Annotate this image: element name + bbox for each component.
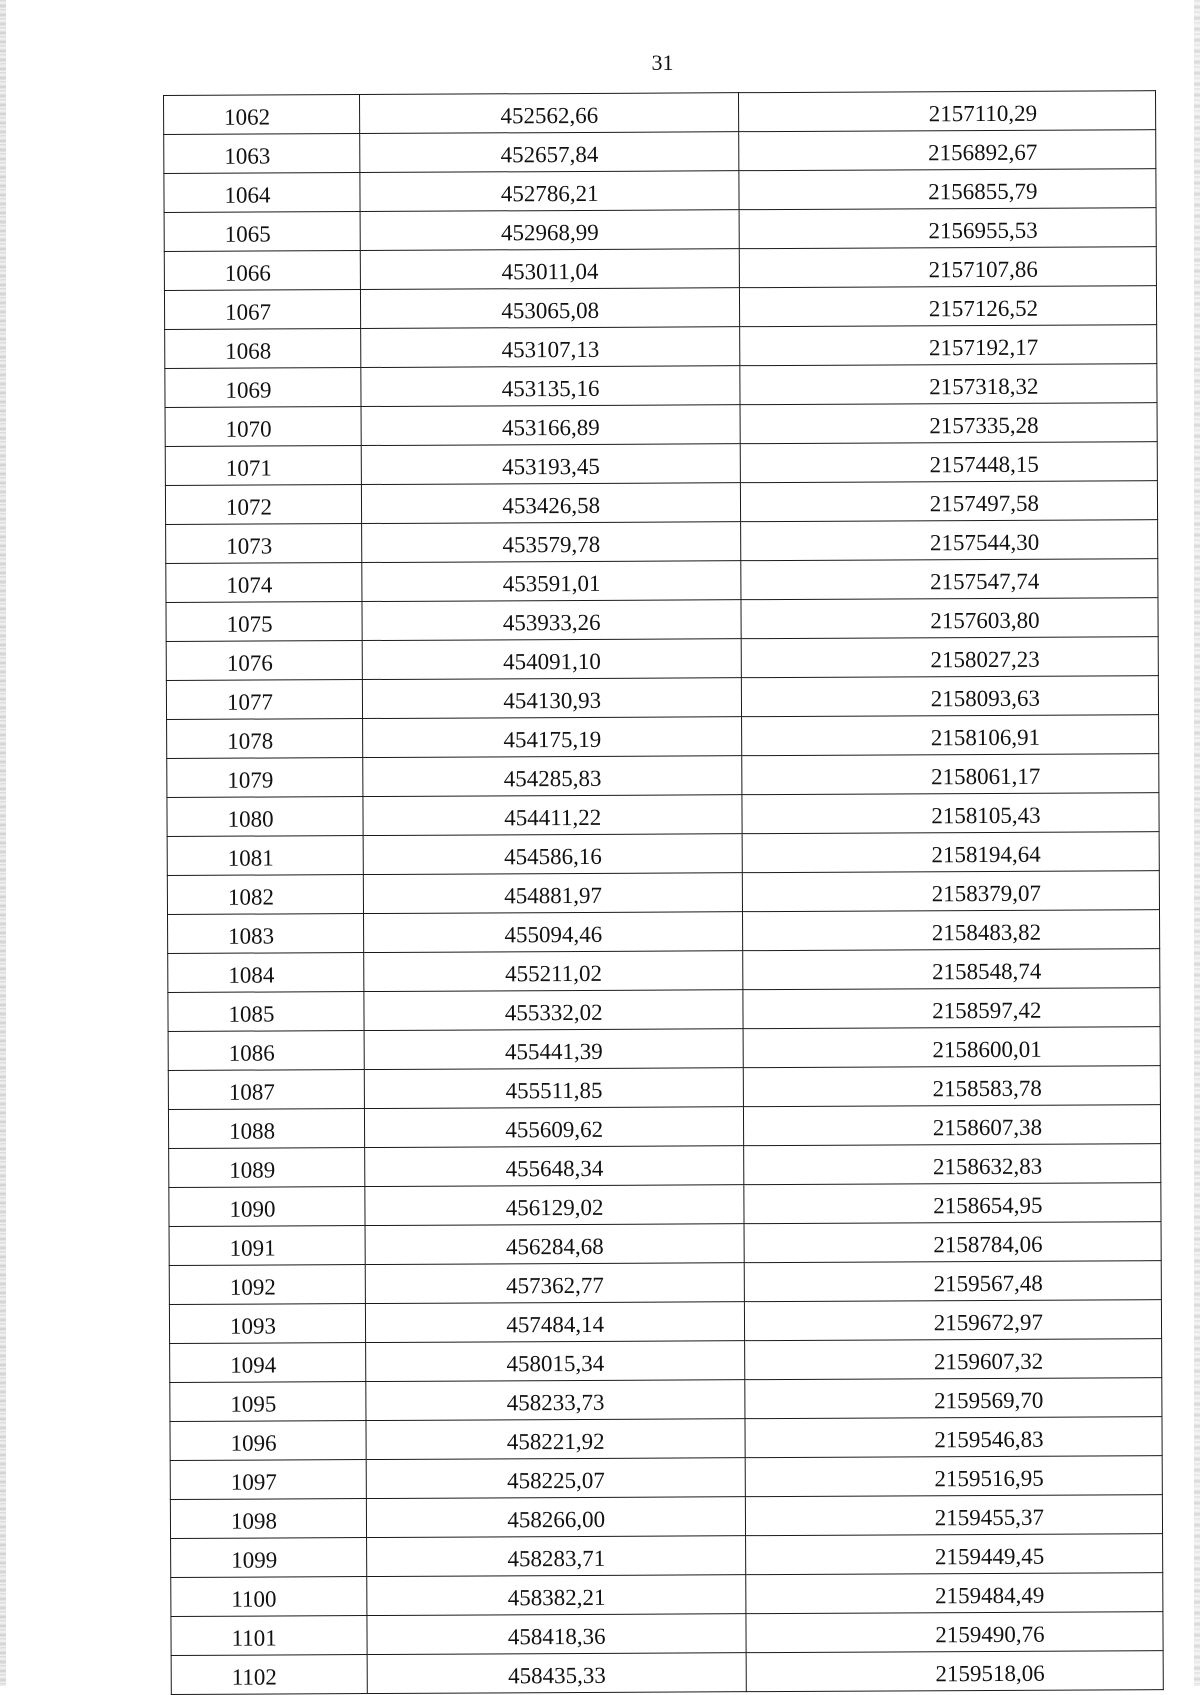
table-row [170, 1456, 1162, 1500]
y-coordinate-cell: 2159449,45 [746, 1534, 1163, 1575]
y-coordinate-cell: 2159484,49 [746, 1573, 1163, 1614]
point-number-cell: 1091 [169, 1226, 365, 1266]
x-coordinate-cell: 458266,00 [366, 1497, 746, 1538]
table-row [164, 208, 1156, 252]
point-number-cell: 1094 [170, 1343, 366, 1383]
y-coordinate-cell: 2158105,43 [742, 793, 1159, 834]
scan-edge-right [1194, 0, 1200, 1686]
coordinates-table [163, 90, 1164, 1695]
coordinates-table-body [164, 91, 1164, 1695]
point-number-cell: 1101 [171, 1616, 367, 1656]
x-coordinate-cell: 458225,07 [366, 1458, 746, 1499]
x-coordinate-cell: 453579,78 [362, 522, 742, 563]
y-coordinate-cell: 2158483,82 [743, 910, 1160, 951]
y-coordinate-cell: 2157547,74 [741, 559, 1158, 600]
x-coordinate-cell: 452968,99 [360, 210, 740, 251]
y-coordinate-cell: 2156855,79 [739, 169, 1156, 210]
y-coordinate-cell: 2157544,30 [741, 520, 1158, 561]
table-row [164, 130, 1156, 174]
table-row [168, 1027, 1160, 1071]
x-coordinate-cell: 452786,21 [360, 171, 740, 212]
x-coordinate-cell: 456284,68 [365, 1224, 745, 1265]
y-coordinate-cell: 2159490,76 [746, 1612, 1163, 1653]
table-row [171, 1534, 1163, 1578]
x-coordinate-cell: 453065,08 [360, 288, 740, 329]
y-coordinate-cell: 2158597,42 [743, 988, 1160, 1029]
table-row [164, 247, 1156, 291]
point-number-cell: 1089 [169, 1148, 365, 1188]
x-coordinate-cell: 454881,97 [363, 873, 743, 914]
point-number-cell: 1087 [168, 1070, 364, 1110]
y-coordinate-cell: 2159672,97 [745, 1300, 1162, 1341]
x-coordinate-cell: 453107,13 [361, 327, 741, 368]
point-number-cell: 1073 [166, 524, 362, 564]
y-coordinate-cell: 2159607,32 [745, 1339, 1162, 1380]
point-number-cell: 1067 [164, 290, 360, 330]
y-coordinate-cell: 2156892,67 [739, 130, 1156, 171]
table-row [168, 1105, 1160, 1149]
x-coordinate-cell: 458283,71 [367, 1536, 747, 1577]
x-coordinate-cell: 455511,85 [364, 1068, 744, 1109]
x-coordinate-cell: 455609,62 [364, 1107, 744, 1148]
y-coordinate-cell: 2158027,23 [742, 637, 1159, 678]
y-coordinate-cell: 2159455,37 [746, 1495, 1163, 1536]
x-coordinate-cell: 452562,66 [359, 93, 739, 134]
y-coordinate-cell: 2157448,15 [741, 442, 1158, 483]
point-number-cell: 1080 [167, 797, 363, 837]
y-coordinate-cell: 2158379,07 [743, 871, 1160, 912]
x-coordinate-cell: 458435,33 [367, 1653, 747, 1694]
table-row [164, 286, 1156, 330]
point-number-cell: 1071 [165, 446, 361, 486]
table-row [169, 1222, 1161, 1266]
x-coordinate-cell: 454285,83 [363, 756, 743, 797]
y-coordinate-cell: 2158061,17 [742, 754, 1159, 795]
point-number-cell: 1074 [166, 563, 362, 603]
x-coordinate-cell: 455211,02 [364, 951, 744, 992]
point-number-cell: 1086 [168, 1031, 364, 1071]
point-number-cell: 1065 [164, 212, 360, 252]
table-row [166, 559, 1158, 603]
table-row [164, 91, 1156, 135]
point-number-cell: 1090 [169, 1187, 365, 1227]
table-row [167, 793, 1159, 837]
table-row [168, 949, 1160, 993]
table-row [166, 520, 1158, 564]
table-row [166, 637, 1158, 681]
x-coordinate-cell: 454130,93 [362, 678, 742, 719]
table-row [165, 442, 1157, 486]
table-row [168, 910, 1160, 954]
x-coordinate-cell: 454091,10 [362, 639, 742, 680]
table-row [170, 1339, 1162, 1383]
x-coordinate-cell: 458382,21 [367, 1575, 747, 1616]
table-row [165, 403, 1157, 447]
x-coordinate-cell: 454175,19 [363, 717, 743, 758]
x-coordinate-cell: 453011,04 [360, 249, 740, 290]
table-row [164, 169, 1156, 213]
point-number-cell: 1072 [165, 485, 361, 525]
y-coordinate-cell: 2157107,86 [740, 247, 1157, 288]
y-coordinate-cell: 2159569,70 [745, 1378, 1162, 1419]
y-coordinate-cell: 2158632,83 [744, 1144, 1161, 1185]
point-number-cell: 1093 [169, 1304, 365, 1344]
x-coordinate-cell: 453426,58 [361, 483, 741, 524]
point-number-cell: 1085 [168, 992, 364, 1032]
point-number-cell: 1075 [166, 602, 362, 642]
x-coordinate-cell: 453135,16 [361, 366, 741, 407]
point-number-cell: 1083 [168, 914, 364, 954]
x-coordinate-cell: 455094,46 [363, 912, 743, 953]
table-row [166, 598, 1158, 642]
y-coordinate-cell: 2159516,95 [746, 1456, 1163, 1497]
y-coordinate-cell: 2157318,32 [740, 364, 1157, 405]
y-coordinate-cell: 2158654,95 [744, 1183, 1161, 1224]
point-number-cell: 1081 [167, 836, 363, 876]
y-coordinate-cell: 2157603,80 [741, 598, 1158, 639]
x-coordinate-cell: 453591,01 [362, 561, 742, 602]
point-number-cell: 1099 [171, 1538, 367, 1578]
table-row [165, 364, 1157, 408]
point-number-cell: 1095 [170, 1382, 366, 1422]
point-number-cell: 1066 [164, 251, 360, 291]
table-row [170, 1378, 1162, 1422]
point-number-cell: 1098 [170, 1499, 366, 1539]
y-coordinate-cell: 2157126,52 [740, 286, 1157, 327]
y-coordinate-cell: 2157497,58 [741, 481, 1158, 522]
y-coordinate-cell: 2158607,38 [744, 1105, 1161, 1146]
x-coordinate-cell: 455332,02 [364, 990, 744, 1031]
table-row [169, 1144, 1161, 1188]
x-coordinate-cell: 458233,73 [366, 1380, 746, 1421]
table-row [165, 325, 1157, 369]
x-coordinate-cell: 456129,02 [365, 1185, 745, 1226]
x-coordinate-cell: 453933,26 [362, 600, 742, 641]
y-coordinate-cell: 2158583,78 [744, 1066, 1161, 1107]
point-number-cell: 1069 [165, 368, 361, 408]
table-row [170, 1495, 1162, 1539]
table-row [167, 871, 1159, 915]
y-coordinate-cell: 2157192,17 [740, 325, 1157, 366]
y-coordinate-cell: 2158548,74 [743, 949, 1160, 990]
y-coordinate-cell: 2159518,06 [747, 1651, 1164, 1692]
point-number-cell: 1078 [167, 719, 363, 759]
point-number-cell: 1068 [165, 329, 361, 369]
x-coordinate-cell: 454586,16 [363, 834, 743, 875]
table-row [167, 832, 1159, 876]
y-coordinate-cell: 2158784,06 [744, 1222, 1161, 1263]
x-coordinate-cell: 458418,36 [367, 1614, 747, 1655]
table-row [165, 481, 1157, 525]
point-number-cell: 1102 [171, 1655, 367, 1695]
point-number-cell: 1100 [171, 1577, 367, 1617]
y-coordinate-cell: 2159546,83 [745, 1417, 1162, 1458]
y-coordinate-cell: 2158106,91 [742, 715, 1159, 756]
point-number-cell: 1062 [164, 95, 360, 135]
point-number-cell: 1076 [166, 641, 362, 681]
x-coordinate-cell: 458221,92 [366, 1419, 746, 1460]
point-number-cell: 1096 [170, 1421, 366, 1461]
y-coordinate-cell: 2158600,01 [743, 1027, 1160, 1068]
x-coordinate-cell: 454411,22 [363, 795, 743, 836]
point-number-cell: 1064 [164, 173, 360, 213]
x-coordinate-cell: 457484,14 [365, 1302, 745, 1343]
x-coordinate-cell: 455648,34 [365, 1146, 745, 1187]
table-row [167, 754, 1159, 798]
table-row [171, 1612, 1163, 1656]
table-row [168, 1066, 1160, 1110]
point-number-cell: 1084 [168, 953, 364, 993]
point-number-cell: 1097 [170, 1460, 366, 1500]
x-coordinate-cell: 458015,34 [366, 1341, 746, 1382]
x-coordinate-cell: 453166,89 [361, 405, 741, 446]
point-number-cell: 1082 [167, 875, 363, 915]
x-coordinate-cell: 455441,39 [364, 1029, 744, 1070]
table-row [169, 1300, 1161, 1344]
table-row [170, 1417, 1162, 1461]
table-row [169, 1261, 1161, 1305]
y-coordinate-cell: 2157110,29 [739, 91, 1156, 132]
x-coordinate-cell: 457362,77 [365, 1263, 745, 1304]
point-number-cell: 1079 [167, 758, 363, 798]
table-row [166, 676, 1158, 720]
point-number-cell: 1063 [164, 134, 360, 174]
scan-edge-left [0, 0, 6, 1686]
y-coordinate-cell: 2159567,48 [745, 1261, 1162, 1302]
y-coordinate-cell: 2157335,28 [740, 403, 1157, 444]
y-coordinate-cell: 2156955,53 [739, 208, 1156, 249]
table-row [171, 1651, 1163, 1695]
point-number-cell: 1077 [166, 680, 362, 720]
y-coordinate-cell: 2158093,63 [742, 676, 1159, 717]
point-number-cell: 1088 [168, 1109, 364, 1149]
page-number: 31 [651, 50, 674, 75]
point-number-cell: 1070 [165, 407, 361, 447]
table-row [168, 988, 1160, 1032]
table-row [167, 715, 1159, 759]
table-row [169, 1183, 1161, 1227]
x-coordinate-cell: 453193,45 [361, 444, 741, 485]
table-row [171, 1573, 1163, 1617]
point-number-cell: 1092 [169, 1265, 365, 1305]
x-coordinate-cell: 452657,84 [360, 132, 740, 173]
y-coordinate-cell: 2158194,64 [743, 832, 1160, 873]
